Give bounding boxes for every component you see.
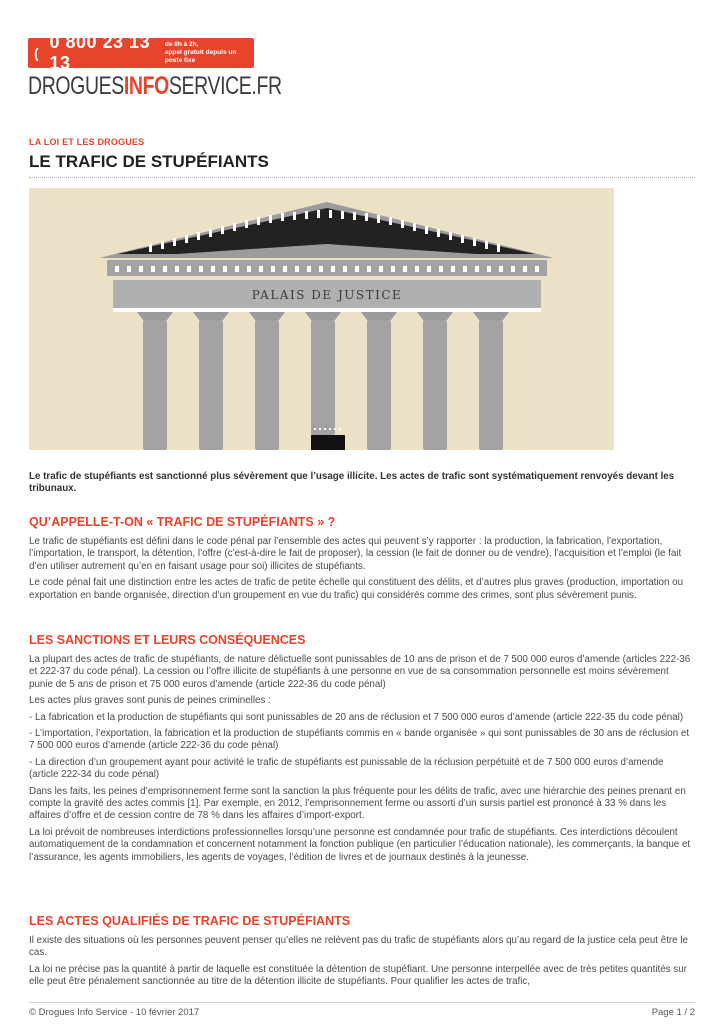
section-body-definition bbox=[29, 536, 695, 606]
paragraph: La loi prévoit de nombreuses interdictions professionnelles lorsqu’une personne est condamnée pour trafic de stupéfiants. Ces interdictions découlent automatiquement de la condamnation et concernent notamment la fonction publique (en particulier l’éducation nationale), les commerçants, la banque et l’assurance, les agents immobiliers, les agents de voyages, l’édition de livres et de journaux destinés à la jeunesse. bbox=[29, 826, 691, 863]
section-body-sanctions bbox=[29, 654, 695, 868]
footer-page-number: Page 1 / 2 bbox=[651, 1007, 695, 1018]
paragraph: Le code pénal fait une distinction entre les actes de trafic de petite échelle qui constituent des délits, et d’autres plus graves (production, importation ou exportation en bande organisée, direction d’un groupement en vue du trafic) qui considérés comme des crimes, sont plus sévèrement punis. bbox=[29, 577, 684, 601]
courthouse-illustration bbox=[29, 188, 614, 450]
columns bbox=[143, 320, 503, 450]
phone-banner[interactable] bbox=[28, 32, 254, 73]
cornice bbox=[107, 260, 547, 276]
paragraph: La plupart des actes de trafic de stupéfiants, de nature délictuelle sont punissables de 10 ans de prison et de 7 500 000 euros d’amende (articles 222-36 et 222-37 du code pénal). La cession ou l’offre illicite de stupéfiants à une personne en vue de sa consommation personnelle est moins sévèrement punie de 5 ans de prison et 75 000 euros d’amende (article 222-36 du code pénal) bbox=[29, 654, 691, 690]
section-heading-definition: QU’APPELLE-T-ON « TRAFIC DE STUPÉFIANTS » ? bbox=[29, 515, 336, 529]
brand-part-2: INFO bbox=[123, 72, 169, 100]
paragraph: Dans les faits, les peines d’emprisonnement ferme sont la sanction la plus fréquente pour les délits de trafic, avec une hiérarchie des peines prenant en compte la gravité des actes commis [1]. Par exemple, en 2012, l’emprisonnement ferme ou assorti d’un sursis partiel est prononcé à 33 % dans les affaires d’offre et de cession contre de 78 % dans les affaires d’import-export. bbox=[29, 785, 686, 822]
entablature-gap bbox=[113, 308, 541, 312]
section-body-qualified-acts bbox=[29, 935, 695, 993]
brand-part-3: SERVICE.FR bbox=[168, 72, 282, 100]
brand-wordmark[interactable] bbox=[28, 72, 282, 101]
paragraph: Les actes plus graves sont punis de peines criminelles : bbox=[29, 695, 271, 707]
site-logo[interactable] bbox=[28, 32, 282, 100]
paragraph: - La direction d’un groupement ayant pour activité le trafic de stupéfiants est punissable de la réclusion perpétuité et de 7 500 000 euros d’amende (article 222-34 du code pénal) bbox=[29, 756, 664, 781]
phone-icon: ( bbox=[34, 45, 39, 61]
page-title: LE TRAFIC DE STUPÉFIANTS bbox=[29, 152, 269, 171]
footer-divider bbox=[29, 1002, 695, 1003]
category-kicker[interactable]: LA LOI ET LES DROGUES bbox=[29, 137, 145, 147]
paragraph: Le trafic de stupéfiants est défini dans le code pénal par l’ensemble des actes qui peuvent s’y rapporter : la production, la fabrication, l’exportation, l’importation, le transport, la détention, l’offre (c’est-à-dire le fait de proposer), la cession (le fait de donner ou de vendre), l’acquisition et l’emploi (le fait d’en utiliser autrement qu’en en faisant usage pour soi) illicites de stupéfiants. bbox=[29, 536, 682, 572]
section-heading-qualified-acts: LES ACTES QUALIFIÉS DE TRAFIC DE STUPÉFIANTS bbox=[29, 914, 351, 928]
section-heading-sanctions: LES SANCTIONS ET LEURS CONSÉQUENCES bbox=[29, 633, 306, 647]
brand-part-1: DROGUES bbox=[28, 72, 124, 100]
capitals bbox=[137, 312, 509, 320]
phone-note-line1: de 8h à 2h, bbox=[164, 41, 199, 48]
paragraph: - La fabrication et la production de stupéfiants qui sont punissables de 20 ans de réclusion et 7 500 000 euros d’amende (article 222-35 du code pénal) bbox=[29, 711, 684, 723]
phone-note bbox=[165, 41, 254, 65]
title-divider bbox=[29, 177, 695, 178]
footer-copyright: © Drogues Info Service - 10 février 2017 bbox=[29, 1007, 200, 1018]
hero-illustration bbox=[29, 188, 614, 450]
paragraph: La loi ne précise pas la quantité à partir de laquelle est constituée la détention de stupéfiant. Une personne interpellée avec de très petites quantités sur elle peut être pénalement sanctionnée au titre de la détention illicite de stupéfiants. Pour qualifier les actes de trafic, bbox=[29, 963, 687, 988]
paragraph: - L’importation, l’exportation, la fabrication et la production de stupéfiants commis en « bande organisée » qui sont punissables de 30 ans de réclusion et 7 500 000 euros d’amende (article 222-36 du code pénal) bbox=[29, 728, 690, 752]
lead-paragraph: Le trafic de stupéfiants est sanctionné plus sévèrement que l’usage illicite. Les actes de trafic sont systématiquement renvoyés devant les tribunaux. bbox=[29, 471, 675, 495]
phone-number[interactable]: 0 800 23 13 13 bbox=[49, 32, 151, 73]
phone-note-line2: appel gratuit depuis un poste fixe bbox=[164, 49, 237, 64]
palais-de-justice-label: PALAIS DE JUSTICE bbox=[251, 288, 403, 302]
column-base-dark bbox=[311, 435, 345, 450]
paragraph: Il existe des situations où les personnes peuvent penser qu’elles ne relèvent pas du trafic de stupéfiants alors qu’au regard de la justice cela peut être le cas. bbox=[29, 935, 688, 959]
